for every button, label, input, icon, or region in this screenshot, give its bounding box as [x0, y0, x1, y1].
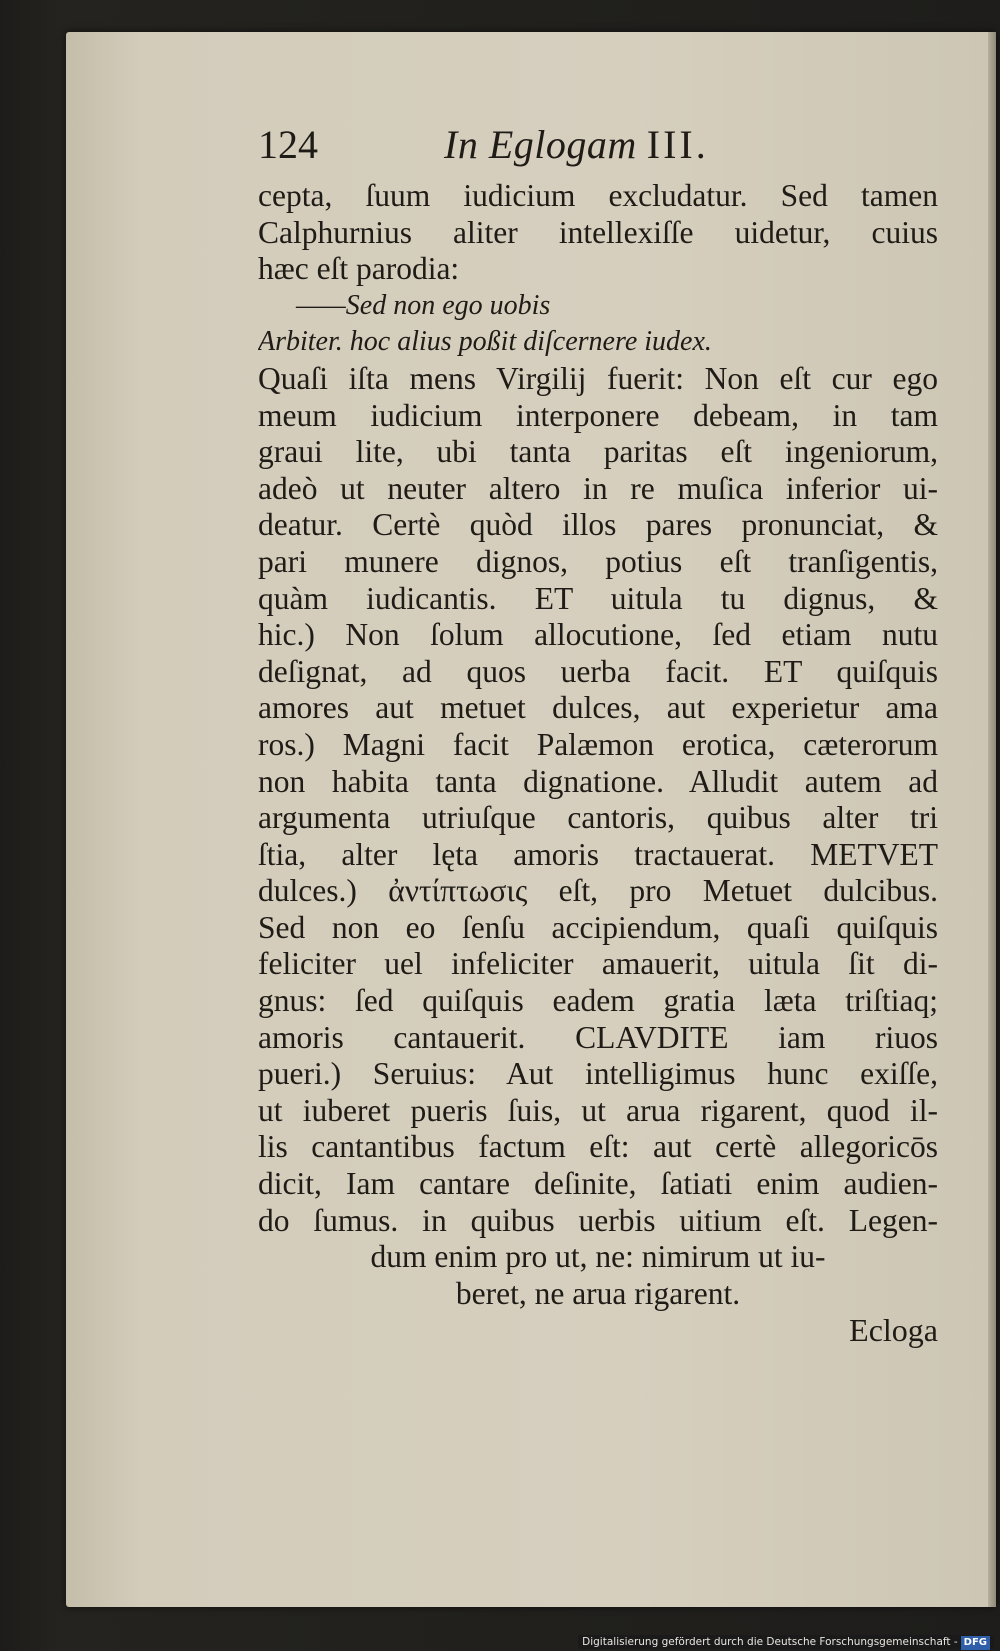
- text-line-22: feliciter uel infeliciter amauerit, uitula ſit di-: [258, 946, 938, 982]
- text-line-27: lis cantantibus factum eſt: aut certè allegoricōs: [258, 1129, 938, 1165]
- text-line-31: beret, ne arua rigarent.: [455, 1275, 741, 1311]
- text-line-20: dulces.) ἀντίπτωσις eſt, pro Metuet dulcibus.: [258, 873, 938, 909]
- text-line-13: hic.) Non ſolum allocutione, ſed etiam nutu: [258, 617, 938, 653]
- digitization-credit: [578, 1635, 994, 1649]
- credit-text: Digitalisierung gefördert durch die Deutsche Forschungsgemeinschaft -: [582, 1636, 958, 1648]
- running-head-title-text: In Eglogam: [444, 122, 637, 167]
- text-line-24: amoris cantauerit. CLAVDITE iam riuos: [258, 1019, 938, 1055]
- text-line-16: ros.) Magni facit Palæmon erotica, cæterorum: [258, 726, 938, 762]
- page-number: 124: [258, 122, 318, 167]
- text-line-3: hæc eſt parodia:: [258, 251, 460, 287]
- text-line-1: cepta, ſuum iudicium excludatur. Sed tamen: [258, 178, 938, 213]
- text-line-18: argumenta utriuſque cantoris, quibus alter tri: [258, 800, 938, 836]
- text-line-21: Sed non eo ſenſu accipiendum, quaſi quiſquis: [258, 909, 938, 945]
- quote-line-2: Arbiter. hoc alius poßit diſcernere iudex.: [258, 326, 712, 358]
- text-line-28: dicit, Iam cantare deſinite, ſatiati enim audien-: [258, 1166, 938, 1202]
- catch-word: Ecloga: [849, 1312, 938, 1349]
- text-line-7: meum iudicium interponere debeam, in tam: [258, 397, 938, 433]
- running-head-title: [444, 112, 709, 178]
- text-line-8: graui lite, ubi tanta paritas eſt ingeniorum,: [258, 434, 938, 470]
- body-text: [258, 178, 938, 1312]
- text-line-26: ut iuberet pueris ſuis, ut arua rigarent, quod il-: [258, 1092, 938, 1128]
- text-line-9: adeò ut neuter altero in re muſica inferior ui-: [258, 470, 938, 506]
- text-line-6: Quaſi iſta mens Virgilij fuerit: Non eſt cur ego: [258, 360, 938, 396]
- text-line-14: deſignat, ad quos uerba facit. ET quiſquis: [258, 653, 938, 689]
- dfg-logo: DFG: [961, 1636, 990, 1650]
- text-block: [258, 112, 938, 1349]
- quote-line-1: ——Sed non ego uobis: [296, 289, 551, 321]
- text-line-29: do ſumus. in quibus uerbis uitium eſt. Legen-: [258, 1202, 938, 1238]
- page-edge: [988, 32, 996, 1607]
- text-line-12: quàm iudicantis. ET uitula tu dignus, &: [258, 580, 938, 616]
- text-line-30: dum enim pro ut, ne: nimirum ut iu-: [370, 1239, 826, 1275]
- text-line-11: pari munere dignos, potius eſt tranſigentis,: [258, 543, 938, 579]
- text-line-2: Calphurnius aliter intellexiſſe uidetur, cuius: [258, 214, 938, 250]
- eclogue-number: III.: [646, 122, 709, 167]
- running-head: [258, 112, 938, 178]
- text-line-17: non habita tanta dignatione. Alludit autem ad: [258, 763, 938, 799]
- text-line-25: pueri.) Seruius: Aut intelligimus hunc exiſſe,: [258, 1056, 938, 1092]
- text-line-23: gnus: ſed quiſquis eadem gratia læta triſtiaq;: [258, 983, 938, 1019]
- text-line-15: amores aut metuet dulces, aut experietur ama: [258, 690, 938, 726]
- text-line-10: deatur. Certè quòd illos pares pronunciat, &: [258, 507, 938, 543]
- text-line-19: ſtia, alter lęta amoris tractauerat. METVET: [258, 836, 938, 872]
